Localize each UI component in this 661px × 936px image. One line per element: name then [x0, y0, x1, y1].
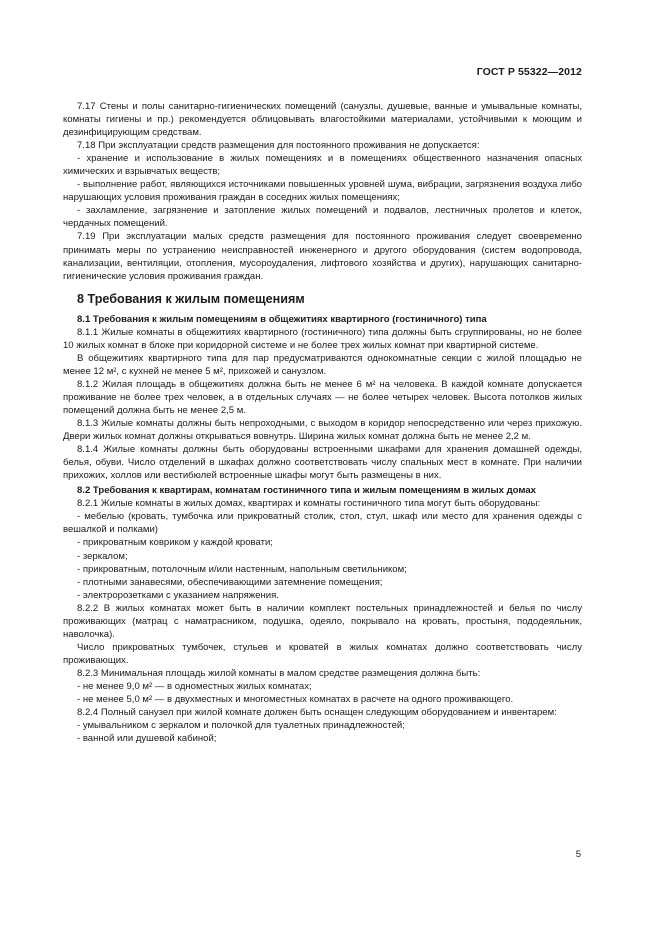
list-item: - захламление, загрязнение и затопление жилых помещений и подвалов, лестничных пролетов и клеток, чердачных помещений. [63, 205, 582, 230]
list-item: - прикроватным ковриком у каждой кровати; [77, 537, 273, 549]
document-body [63, 100, 582, 745]
paragraph-8-2-1: 8.2.1 Жилые комнаты в жилых домах, квартирах и комнаты гостиничного типа могут быть оборудованы: [77, 498, 541, 510]
paragraph-8-2-3: 8.2.3 Минимальная площадь жилой комнаты в малом средстве размещения должна быть: [77, 667, 481, 679]
paragraph: В общежитиях квартирного типа для пар предусматриваются однокомнатные секции с жилой площадью не менее 12 м², с кухней не менее 5 м², прихожей и санузлом. [63, 352, 582, 377]
list-item: - хранение и использование в жилых помещениях и в помещениях общественного назначения опасных химических и взрывчатых веществ; [63, 153, 582, 178]
list-item: - не менее 9,0 м² — в одноместных жилых комнатах; [77, 680, 312, 692]
list-item: - прикроватным, потолочным и/или настенным, напольным светильником; [77, 563, 407, 575]
paragraph: Число прикроватных тумбочек, стульев и кроватей в жилых комнатах должно соответствовать числу проживающих. [63, 641, 582, 666]
paragraph-8-2-4: 8.2.4 Полный санузел при жилой комнате должен быть оснащен следующим оборудованием и инвентарем: [77, 707, 557, 719]
paragraph-7-18: 7.18 При эксплуатации средств размещения для постоянного проживания не допускается: [77, 140, 480, 152]
paragraph-8-1-2: 8.1.2 Жилая площадь в общежитиях должна быть не менее 6 м² на человека. В каждой комнате допускается проживание не более трех человек, а в отдельных случаях — не более четырех человек. Высота потолков жилых помещений должна быть не менее 2,5 м. [63, 378, 582, 416]
subsection-heading-8-2: 8.2 Требования к квартирам, комнатам гостиничного типа и жилым помещениям в жилых домах [77, 485, 536, 497]
section-heading-8: 8 Требования к жилым помещениям [77, 291, 305, 306]
list-item: - мебелью (кровать, тумбочка или прикроватный столик, стол, стул, шкаф или место для хранения одежды с вешалкой и полками) [63, 511, 582, 536]
paragraph-8-1-4: 8.1.4 Жилые комнаты должны быть оборудованы встроенными шкафами для хранения домашней одежды, белья, обуви. Число отделений в шкафах должно соответствовать числу спальных мест в комнате. При наличии прихожих, холлов или вестибюлей встроенные шкафы могут быть размещены в них. [63, 444, 582, 482]
list-item: - зеркалом; [77, 550, 128, 562]
paragraph-8-1-1: 8.1.1 Жилые комнаты в общежитиях квартирного (гостиничного) типа должны быть сгруппированы, но не более 10 жилых комнат в блоке при коридорной системе и не более трех жилых комнат при квартирной системе. [63, 326, 582, 351]
list-item: - электророзетками с указанием напряжения. [77, 589, 279, 601]
list-item: - не менее 5,0 м² — в двухместных и многоместных комнатах в расчете на одного проживающего. [77, 694, 514, 706]
page-number: 5 [575, 849, 581, 860]
paragraph-7-17: 7.17 Стены и полы санитарно-гигиенических помещений (санузлы, душевые, ванные и умывальные комнаты, комнаты гигиены и пр.) рекомендуется облицовывать влагостойкими материалами, устойчивыми к моющим и дезинфицирующим средствам. [63, 101, 582, 139]
paragraph-8-2-2: 8.2.2 В жилых комнатах может быть в наличии комплект постельных принадлежностей и белья по числу проживающих (матрац с наматрасником, подушка, одеяло, покрывало на кровать, простыня, пододеяльник, наволочка). [63, 602, 582, 640]
subsection-heading-8-1: 8.1 Требования к жилым помещениям в общежитиях квартирного (гостиничного) типа [77, 313, 487, 325]
standard-header: ГОСТ Р 55322—2012 [476, 66, 582, 78]
list-item: - плотными занавесями, обеспечивающими затемнение помещения; [77, 576, 383, 588]
paragraph-8-1-3: 8.1.3 Жилые комнаты должны быть непроходными, с выходом в коридор непосредственно или через прихожую. Двери жилых комнат должны открываться вовнутрь. Ширина жилых комнат должна быть не менее 2,2 м. [63, 418, 582, 443]
list-item: - ванной или душевой кабиной; [77, 733, 217, 745]
paragraph-7-19: 7.19 При эксплуатации малых средств размещения для постоянного проживания следует своевременно принимать меры по устранению неисправностей инженерного и другого оборудования (систем водопровода, канализации, вентиляции, отопления, мусороудаления, лифтового хозяйства и других), нарушающих санитарно-гигиенические условия проживания граждан. [63, 231, 582, 282]
list-item: - умывальником с зеркалом и полочкой для туалетных принадлежностей; [77, 720, 405, 732]
list-item: - выполнение работ, являющихся источниками повышенных уровней шума, вибрации, загрязнения воздуха либо нарушающих условия проживания граждан в соседних жилых помещениях; [63, 179, 582, 204]
